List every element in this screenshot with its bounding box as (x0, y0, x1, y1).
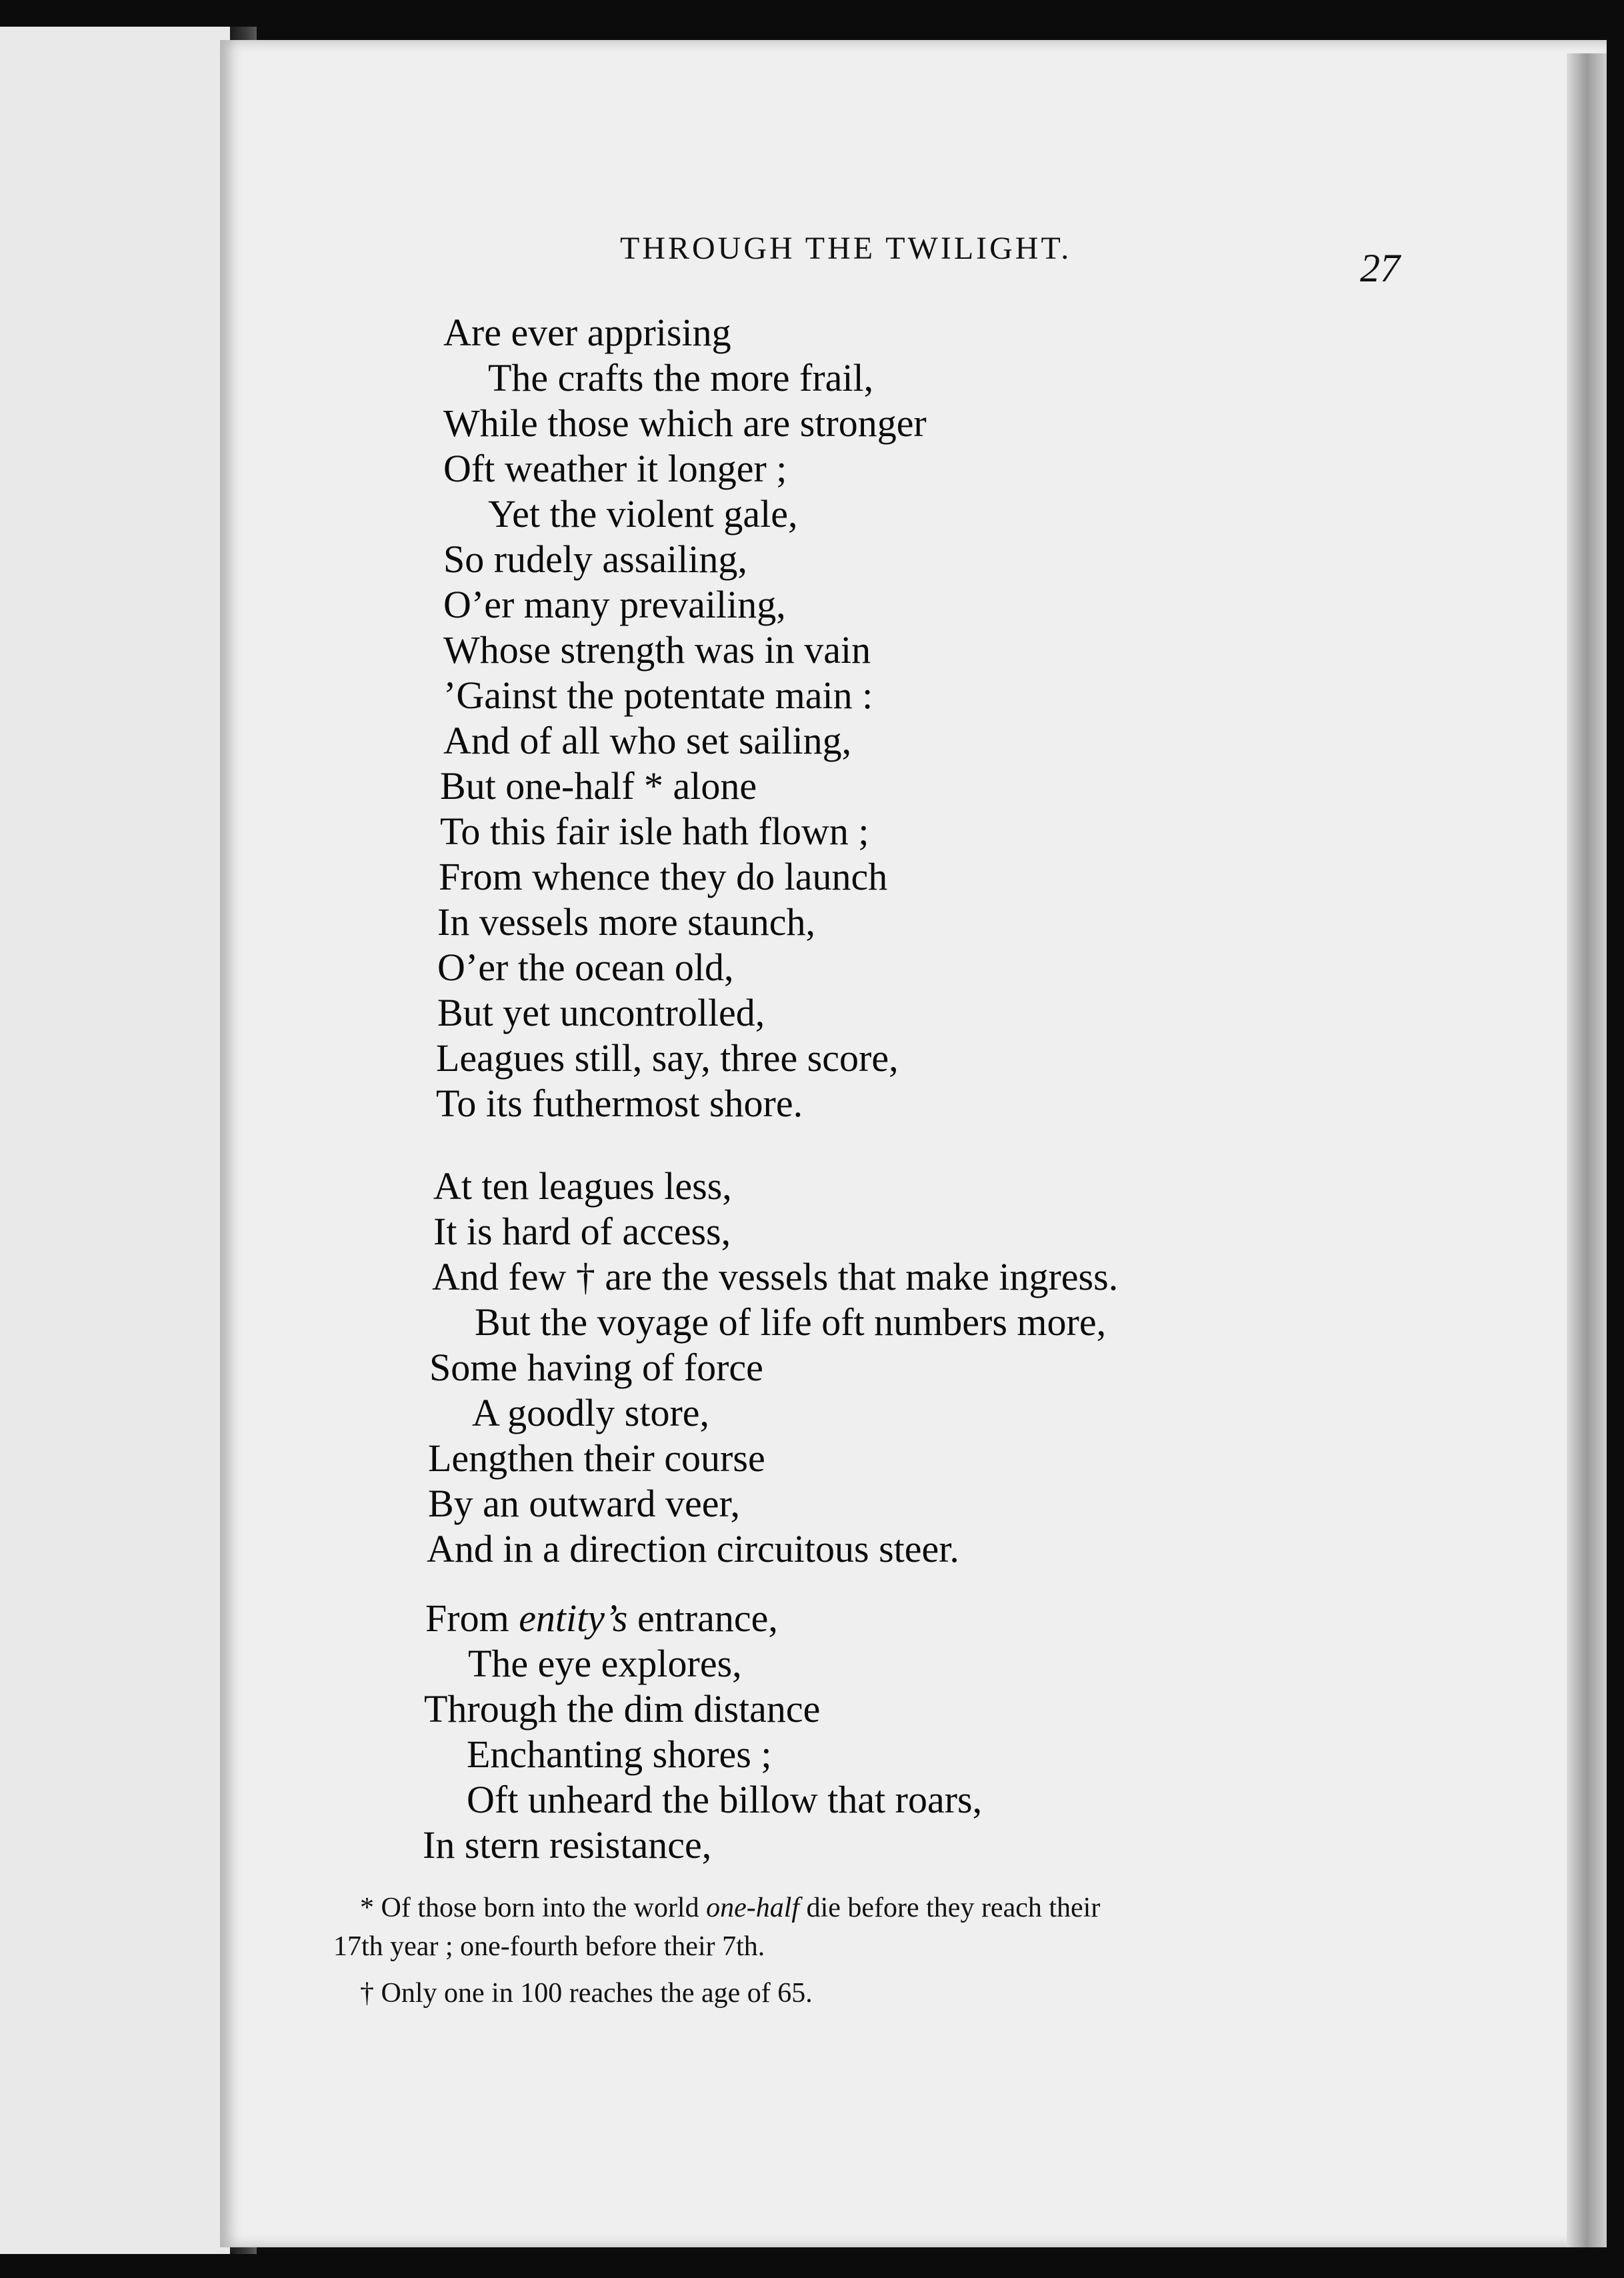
verse-line: By an outward veer, (428, 1482, 740, 1525)
verse-line: To this fair isle hath flown ; (440, 810, 869, 853)
verse-line: Whose strength was in vain (443, 628, 871, 672)
verse-line: From whence they do launch (439, 855, 888, 898)
verse-line: Enchanting shores ; (467, 1733, 772, 1776)
verse-line: In stern resistance, (423, 1823, 712, 1867)
verse-line: It is hard of access, (433, 1210, 731, 1253)
page-number: 27 (1360, 246, 1400, 290)
footnote-1-continued: 17th year ; one-fourth before their 7th. (333, 1931, 765, 1962)
verse-line: Leagues still, say, three score, (436, 1036, 899, 1080)
verse-line: And few † are the vessels that make ingress. (432, 1255, 1119, 1298)
verse-line: And in a direction circuitous steer. (427, 1527, 959, 1570)
verse-line: O’er many prevailing, (443, 583, 786, 626)
verse-line: In vessels more staunch, (437, 900, 815, 944)
italic-word: one-half (706, 1893, 800, 1923)
verse-line: Are ever apprising (443, 311, 731, 354)
page-edge-shadow (1567, 53, 1607, 2247)
verse-line: Oft unheard the billow that roars, (467, 1778, 983, 1821)
verse-line: Through the dim distance (424, 1687, 821, 1731)
verse-line: To its futhermost shore. (436, 1082, 803, 1125)
verse-line: But the voyage of life oft numbers more, (475, 1300, 1107, 1344)
verse-line: The crafts the more frail, (488, 356, 874, 399)
verse-line: A goodly store, (472, 1391, 710, 1434)
verse-line: Lengthen their course (428, 1436, 765, 1480)
verse-line: Some having of force (429, 1346, 763, 1389)
left-page-edge (0, 27, 230, 2254)
verse-line: But yet uncontrolled, (437, 991, 765, 1034)
verse-line: Oft weather it longer ; (443, 447, 787, 490)
verse-line: At ten leagues less, (433, 1164, 732, 1208)
footnote-1: * Of those born into the world one-half die before they reach their (360, 1893, 1101, 1923)
italic-word: entity’s (519, 1596, 628, 1640)
verse-line: From entity’s entrance, (425, 1596, 778, 1640)
verse-line: ’Gainst the potentate main : (443, 674, 873, 717)
footnote-2: † Only one in 100 reaches the age of 65. (360, 1978, 813, 2009)
running-head: THROUGH THE TWILIGHT. (620, 231, 1072, 266)
verse-line: The eye explores, (468, 1642, 742, 1685)
verse-line: Yet the violent gale, (488, 492, 798, 535)
verse-line: But one-half * alone (440, 764, 757, 808)
verse-line: O’er the ocean old, (437, 946, 734, 989)
verse-line: So rudely assailing, (443, 537, 747, 581)
verse-line: And of all who set sailing, (443, 719, 852, 762)
verse-line: While those which are stronger (443, 401, 927, 445)
